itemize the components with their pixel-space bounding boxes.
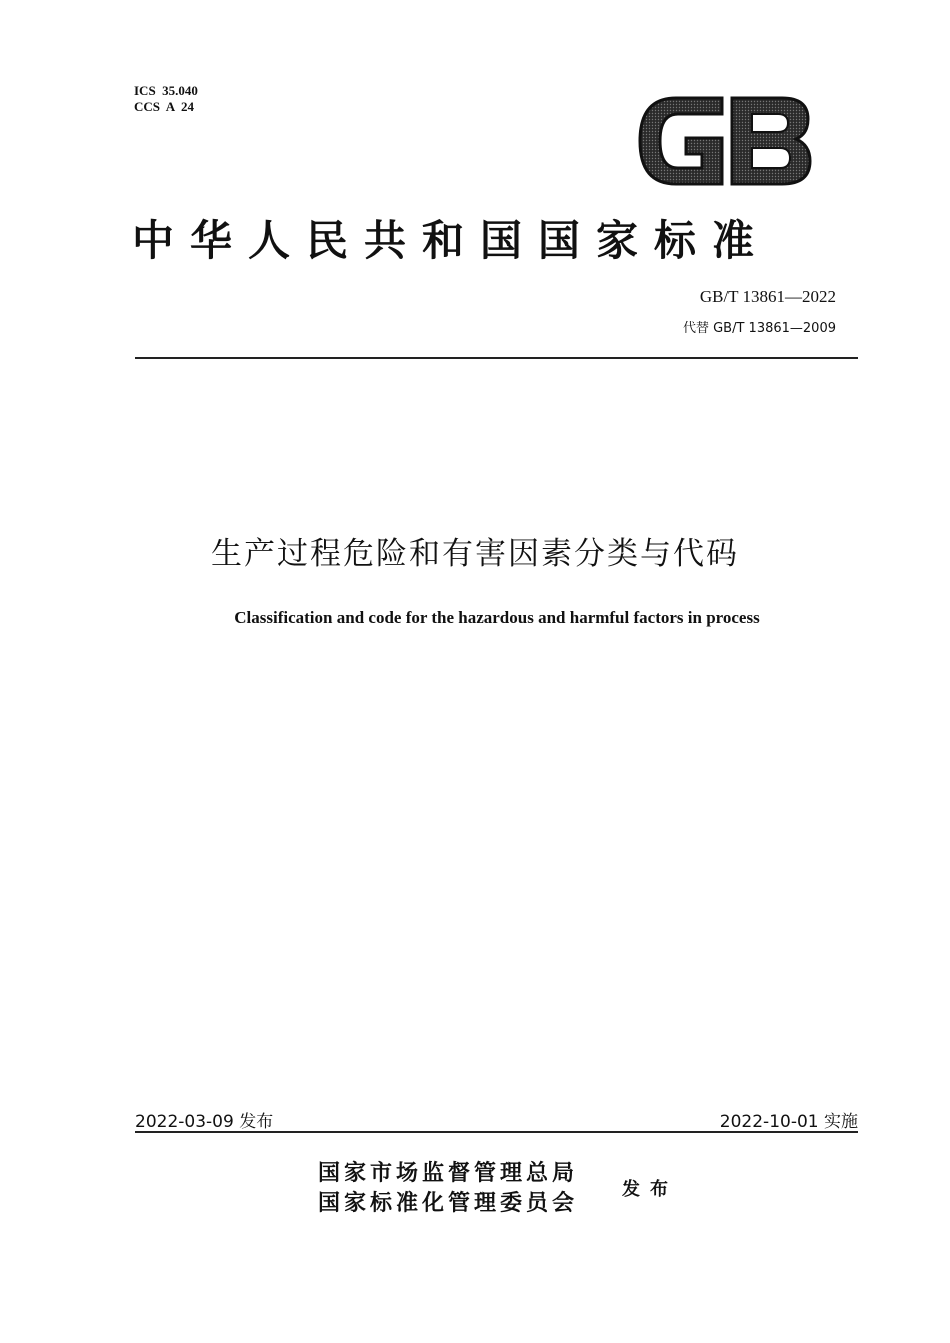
bottom-divider <box>135 1131 858 1133</box>
issuer-sac: 国家标准化管理委员会 <box>318 1190 579 1216</box>
implementation-date: 2022-10-01 实施 <box>719 1112 858 1132</box>
standard-number: GB/T 13861—2022 <box>699 287 836 306</box>
ics-code: ICS 35.040 <box>134 83 198 98</box>
issue-date: 2022-03-09 发布 <box>135 1112 274 1132</box>
gb-logo <box>636 94 812 188</box>
national-standard-title: 中华人民共和国国家标准 <box>132 216 771 265</box>
document-title-en: Classification and code for the hazardous and harmful factors in process <box>234 608 760 627</box>
document-title-cn: 生产过程危险和有害因素分类与代码 <box>211 536 739 572</box>
publish-label: 发布 <box>622 1179 678 1200</box>
top-divider <box>135 357 858 359</box>
classification-codes <box>134 83 198 115</box>
replaces-standard: 代替 GB/T 13861—2009 <box>682 321 836 336</box>
issuing-authorities <box>318 1158 578 1218</box>
issuer-samr: 国家市场监督管理总局 <box>318 1160 579 1186</box>
ccs-code: CCS A 24 <box>134 99 194 114</box>
